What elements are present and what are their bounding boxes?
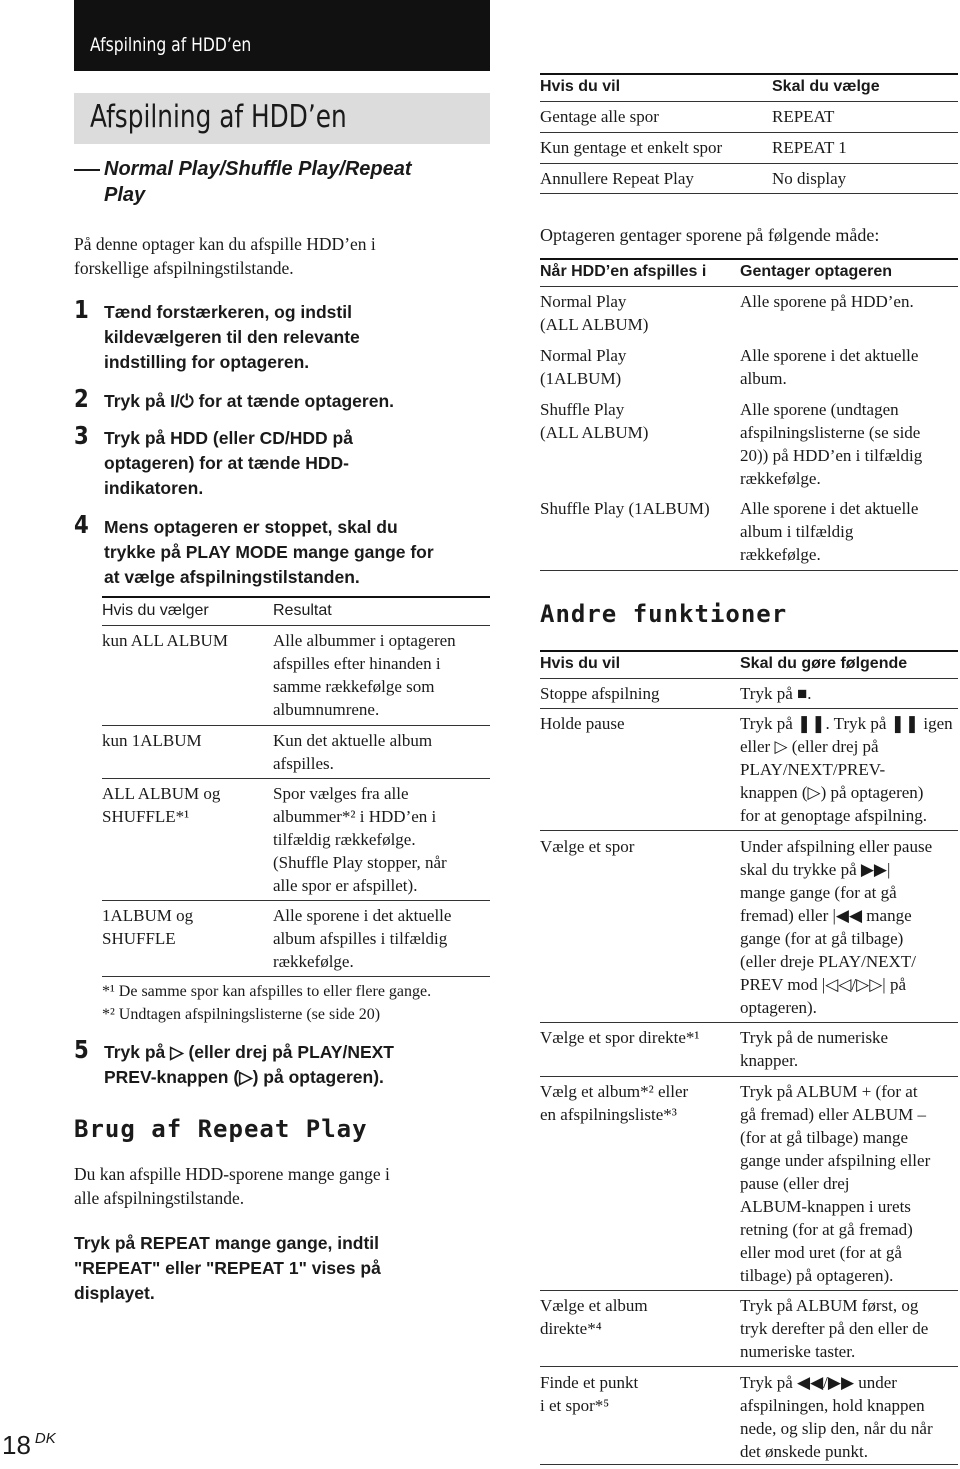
table-cell: rækkefølge.	[273, 952, 354, 971]
repeat-intro: Optageren gentager sporene på følgende måde:	[540, 225, 880, 245]
table-cell: Alle sporene i det aktuelle	[740, 499, 919, 518]
table-cell-group	[273, 729, 432, 775]
table-cell: Spor vælges fra alle	[273, 784, 409, 803]
step-line: PREV-knappen (▷) på optageren).	[104, 1067, 384, 1087]
table-rule	[540, 193, 958, 194]
table-header: Hvis du vælger	[102, 602, 209, 619]
running-header	[74, 0, 490, 71]
step-5	[74, 1035, 504, 1090]
table-cell: PLAY/NEXT/PREV-	[740, 760, 886, 779]
table-cell: tilbage) på optageren).	[740, 1266, 894, 1285]
table-cell: for at genoptage afspilning.	[740, 806, 927, 825]
subtitle-dash	[74, 169, 100, 171]
table-cell: Vælge et spor direkte*¹	[540, 1028, 700, 1047]
table-cell: album.	[740, 369, 787, 388]
step-2	[74, 384, 504, 414]
step-number: 4	[74, 510, 89, 539]
table-rule	[540, 830, 958, 831]
table-cell: Normal Play	[540, 346, 627, 365]
table-rule	[540, 650, 958, 652]
table-cell: Gentage alle spor	[540, 107, 659, 126]
table-cell: (ALL ALBUM)	[540, 423, 649, 442]
table-cell: Kun det aktuelle album	[273, 731, 433, 750]
table-cell: Alle sporene på HDD’en.	[740, 292, 914, 311]
table-cell: album afspilles i tilfældig	[273, 929, 448, 948]
table-cell: albumnumrene.	[273, 700, 380, 719]
subtitle	[74, 156, 484, 208]
table-header: Når HDD’en afspilles i	[540, 263, 707, 280]
running-header-title: Afspilning af HDD’en	[90, 34, 252, 56]
table-header: Resultat	[273, 602, 332, 619]
table-cell: gange under afspilning eller	[740, 1151, 931, 1170]
table-cell-group	[740, 1294, 928, 1363]
instruction-line: displayet.	[74, 1283, 155, 1303]
page-title-bar	[74, 93, 490, 144]
table-cell: Finde et punkt	[540, 1373, 639, 1392]
table-cell: Alle sporene i det aktuelle	[740, 346, 919, 365]
table-row	[540, 1080, 688, 1126]
table-cell: (1ALBUM)	[540, 369, 622, 388]
table-cell: i et spor*⁵	[540, 1396, 610, 1415]
step-number: 5	[74, 1035, 89, 1064]
table-cell: ALBUM-knappen i urets	[740, 1197, 911, 1216]
table-cell: Tryk på ALBUM først, og	[740, 1296, 919, 1315]
section-heading-other: Andre funktioner	[540, 600, 788, 628]
table-cell: Alle sporene i det aktuelle	[273, 906, 452, 925]
table-cell: Normal Play	[540, 292, 627, 311]
table-cell-group	[740, 835, 932, 1019]
table-cell: (Shuffle Play stopper, når	[273, 853, 447, 872]
step-number: 1	[74, 295, 89, 324]
table-cell: REPEAT 1	[772, 138, 847, 157]
table-cell: fremad) eller |◀◀ mange	[740, 906, 912, 925]
table-cell: afspilningslisterne (se side	[740, 423, 921, 442]
table-header: Gentager optageren	[740, 263, 893, 280]
subtitle-line: Play	[104, 184, 146, 206]
section-heading-repeat: Brug af Repeat Play	[74, 1115, 368, 1143]
table-row	[540, 497, 710, 520]
table-rule	[540, 1366, 958, 1367]
page-title: Afspilning af HDD’en	[90, 99, 347, 135]
table-cell: Tryk på ◀◀/▶▶ under	[740, 1373, 897, 1392]
paragraph-line: Du kan afspille HDD-sporene mange gange i	[74, 1164, 390, 1184]
page-number-value: 18	[2, 1430, 31, 1460]
table-cell: nede, og slip den, når du når	[740, 1419, 933, 1438]
table-cell: Under afspilning eller pause	[740, 837, 933, 856]
table-row	[540, 1294, 648, 1340]
table-rule	[540, 1022, 958, 1023]
table-cell: Alle albummer i optageren	[273, 631, 456, 650]
table-cell: kun ALL ALBUM	[102, 631, 228, 650]
table-cell: 1ALBUM og	[102, 906, 194, 925]
table-rule	[540, 708, 958, 709]
table-rule	[102, 976, 490, 977]
table-row	[540, 398, 648, 444]
table-rule	[540, 132, 958, 133]
table-cell: knappen (▷) på optageren)	[740, 783, 924, 802]
table-cell: eller mod uret (for at gå	[740, 1243, 902, 1262]
table-rule	[540, 286, 958, 287]
table-cell: numeriske taster.	[740, 1342, 856, 1361]
table-cell: det ønskede punkt.	[740, 1442, 868, 1461]
table-cell: SHUFFLE	[102, 929, 176, 948]
table-cell: tryk derefter på den eller de	[740, 1319, 929, 1338]
table-cell: Annullere Repeat Play	[540, 169, 694, 188]
repeat-paragraph	[74, 1162, 390, 1210]
table-cell: samme rækkefølge som	[273, 677, 435, 696]
table-row	[102, 782, 220, 828]
table-rule	[102, 778, 490, 779]
table-cell: kun 1ALBUM	[102, 731, 202, 750]
step-line: at vælge afspilningstilstanden.	[104, 567, 360, 587]
table-cell: afspilles efter hinanden i	[273, 654, 441, 673]
table-row	[540, 290, 648, 336]
table-cell: Holde pause	[540, 714, 625, 733]
table-cell-group	[740, 1080, 930, 1287]
table-cell: (for at gå tilbage) mange	[740, 1128, 909, 1147]
table-cell: Tryk på ■.	[740, 684, 812, 703]
table-cell: mange gange (for at gå	[740, 883, 897, 902]
table-cell: Tryk på de numeriske	[740, 1028, 889, 1047]
table-cell: Shuffle Play	[540, 400, 625, 419]
table-cell: Tryk på ALBUM + (for at	[740, 1082, 918, 1101]
table-rule	[540, 101, 958, 102]
repeat-instruction	[74, 1231, 381, 1306]
table-cell-group	[740, 1026, 888, 1072]
table-cell: retning (for at gå fremad)	[740, 1220, 913, 1239]
table-cell: (ALL ALBUM)	[540, 315, 649, 334]
table-cell: Vælge et album	[540, 1296, 648, 1315]
table-cell: knapper.	[740, 1051, 799, 1070]
step-4	[74, 510, 504, 590]
table-cell: en afspilningsliste*³	[540, 1105, 677, 1124]
table-cell: Vælge et spor	[540, 837, 635, 856]
instruction-line: Tryk på REPEAT mange gange, indtil	[74, 1233, 380, 1253]
table-cell-group	[740, 1371, 933, 1463]
table-cell: gange (for at gå tilbage)	[740, 929, 904, 948]
table-cell: eller ▷ (eller drej på	[740, 737, 879, 756]
step-number: 3	[74, 421, 89, 450]
table-cell: alle spor er afspillet).	[273, 876, 418, 895]
table-cell-group	[740, 290, 914, 313]
table-cell: REPEAT	[772, 107, 835, 126]
table-cell: Kun gentage et enkelt spor	[540, 138, 723, 157]
table-rule	[540, 678, 958, 679]
table-row	[102, 629, 228, 652]
table-rule	[102, 900, 490, 901]
table-cell: skal du trykke på ▶▶|	[740, 860, 891, 879]
subtitle-line: Normal Play/Shuffle Play/Repeat	[104, 158, 412, 180]
table-rule	[540, 258, 958, 260]
intro-line: forskellige afspilningstilstande.	[74, 258, 294, 278]
step-line: Mens optageren er stoppet, skal du	[104, 517, 398, 537]
table-cell: PREV mod |◁◁/▷▷| på	[740, 975, 906, 994]
table-rule	[102, 625, 490, 626]
table-cell: Shuffle Play (1ALBUM)	[540, 499, 710, 518]
table-rule	[540, 73, 958, 75]
table-row	[102, 904, 193, 950]
table-cell: albummer*² i HDD’en i	[273, 807, 437, 826]
step-line: Tryk på ▷ (eller drej på PLAY/NEXT	[104, 1042, 394, 1062]
table-cell-group	[740, 398, 922, 490]
table-cell: rækkefølge.	[740, 469, 821, 488]
table-cell-group	[273, 904, 451, 973]
footnote: *¹ De samme spor kan afspilles to eller flere gange.	[102, 983, 432, 1000]
table-cell: Vælg et album*² eller	[540, 1082, 689, 1101]
page-lang: DK	[34, 1430, 56, 1447]
table-cell-group	[273, 782, 447, 897]
table-cell: gå fremad) eller ALBUM –	[740, 1105, 926, 1124]
table-cell: SHUFFLE*¹	[102, 807, 190, 826]
table-cell: Stoppe afspilning	[540, 684, 660, 703]
table-cell: afspilles.	[273, 754, 334, 773]
table-header: Hvis du vil	[540, 655, 621, 672]
table-cell-group	[273, 629, 456, 721]
intro-paragraph	[74, 232, 376, 280]
table-cell: 20)) på HDD’en i tilfældig	[740, 446, 923, 465]
table-cell: pause (eller drej	[740, 1174, 850, 1193]
table-row	[540, 1371, 638, 1417]
table-rule	[102, 596, 490, 598]
paragraph-line: alle afspilningstilstande.	[74, 1188, 245, 1208]
table-cell: direkte*⁴	[540, 1319, 602, 1338]
instruction-line: "REPEAT" eller "REPEAT 1" vises på	[74, 1258, 381, 1278]
table-row	[540, 344, 626, 390]
step-line: indikatoren.	[104, 478, 204, 498]
table-rule	[102, 725, 490, 726]
step-line: Tryk på HDD (eller CD/HDD på	[104, 428, 353, 448]
footnote: *² Undtagen afspilningslisterne (se side 20)	[102, 1006, 381, 1023]
table-cell: rækkefølge.	[740, 545, 821, 564]
step-line: indstilling for optageren.	[104, 352, 310, 372]
step-line: optageren) for at tænde HDD-	[104, 453, 349, 473]
step-3	[74, 421, 504, 501]
step-1	[74, 295, 504, 375]
page-number	[2, 1430, 56, 1461]
footnotes	[102, 980, 431, 1026]
table-cell: album i tilfældig	[740, 522, 854, 541]
table-cell: No display	[772, 169, 847, 188]
table-header: Skal du gøre følgende	[740, 655, 908, 672]
table-rule	[540, 1464, 958, 1465]
table-header: Skal du vælge	[772, 78, 880, 95]
table-cell: Tryk på ❚❚. Tryk på ❚❚ igen	[740, 714, 953, 733]
table-cell: ALL ALBUM og	[102, 784, 221, 803]
table-cell-group	[740, 344, 918, 390]
table-row	[102, 729, 202, 752]
step-number: 2	[74, 384, 89, 413]
table-cell: afspilningen, hold knappen	[740, 1396, 925, 1415]
table-rule	[540, 163, 958, 164]
table-cell-group	[740, 497, 918, 566]
table-cell: Alle sporene (undtagen	[740, 400, 899, 419]
table-rule	[540, 1290, 958, 1291]
intro-line: På denne optager kan du afspille HDD’en i	[74, 234, 376, 254]
step-line: Tryk på I/⏻ for at tænde optageren.	[104, 391, 395, 411]
table-cell: optageren).	[740, 998, 817, 1017]
table-header: Hvis du vil	[540, 78, 621, 95]
table-rule	[540, 1076, 958, 1077]
table-cell: tilfældig rækkefølge.	[273, 830, 416, 849]
table-cell: (eller dreje PLAY/NEXT/	[740, 952, 916, 971]
table-cell-group	[740, 712, 953, 827]
step-line: Tænd forstærkeren, og indstil	[104, 302, 352, 322]
step-line: trykke på PLAY MODE mange gange for	[104, 542, 434, 562]
step-line: kildevælgeren til den relevante	[104, 327, 360, 347]
table-rule	[540, 570, 958, 571]
